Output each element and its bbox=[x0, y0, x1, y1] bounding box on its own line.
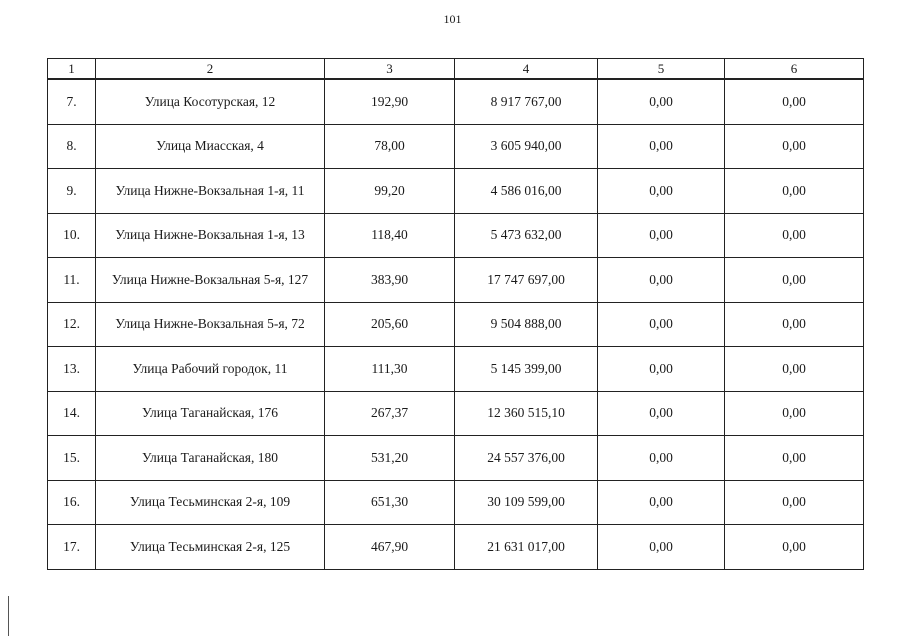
value-6-cell: 0,00 bbox=[725, 124, 864, 169]
amount-cell: 5 473 632,00 bbox=[455, 213, 598, 258]
address-cell: Улица Таганайская, 180 bbox=[96, 436, 325, 481]
value-5-cell: 0,00 bbox=[598, 436, 725, 481]
value-6-cell: 0,00 bbox=[725, 480, 864, 525]
row-number-cell: 11. bbox=[48, 258, 96, 303]
header-cell-5: 5 bbox=[598, 59, 725, 80]
row-number-cell: 9. bbox=[48, 169, 96, 214]
row-number-cell: 7. bbox=[48, 79, 96, 124]
table-row bbox=[48, 79, 864, 124]
value-5-cell: 0,00 bbox=[598, 169, 725, 214]
address-cell: Улица Тесьминская 2-я, 125 bbox=[96, 525, 325, 570]
area-cell: 111,30 bbox=[325, 347, 455, 392]
amount-cell: 17 747 697,00 bbox=[455, 258, 598, 303]
area-cell: 383,90 bbox=[325, 258, 455, 303]
row-number-cell: 13. bbox=[48, 347, 96, 392]
data-table bbox=[47, 58, 864, 570]
address-cell: Улица Миасская, 4 bbox=[96, 124, 325, 169]
header-row bbox=[48, 59, 864, 80]
value-6-cell: 0,00 bbox=[725, 258, 864, 303]
value-6-cell: 0,00 bbox=[725, 302, 864, 347]
value-5-cell: 0,00 bbox=[598, 258, 725, 303]
amount-cell: 12 360 515,10 bbox=[455, 391, 598, 436]
value-5-cell: 0,00 bbox=[598, 124, 725, 169]
amount-cell: 30 109 599,00 bbox=[455, 480, 598, 525]
value-5-cell: 0,00 bbox=[598, 347, 725, 392]
value-5-cell: 0,00 bbox=[598, 391, 725, 436]
row-number-cell: 14. bbox=[48, 391, 96, 436]
header-cell-6: 6 bbox=[725, 59, 864, 80]
row-number-cell: 10. bbox=[48, 213, 96, 258]
table-row bbox=[48, 525, 864, 570]
header-cell-4: 4 bbox=[455, 59, 598, 80]
amount-cell: 4 586 016,00 bbox=[455, 169, 598, 214]
value-5-cell: 0,00 bbox=[598, 525, 725, 570]
area-cell: 99,20 bbox=[325, 169, 455, 214]
table-row bbox=[48, 213, 864, 258]
amount-cell: 5 145 399,00 bbox=[455, 347, 598, 392]
address-cell: Улица Нижне-Вокзальная 5-я, 72 bbox=[96, 302, 325, 347]
amount-cell: 8 917 767,00 bbox=[455, 79, 598, 124]
amount-cell: 9 504 888,00 bbox=[455, 302, 598, 347]
header-cell-3: 3 bbox=[325, 59, 455, 80]
row-number-cell: 15. bbox=[48, 436, 96, 481]
header-cell-1: 1 bbox=[48, 59, 96, 80]
address-cell: Улица Нижне-Вокзальная 5-я, 127 bbox=[96, 258, 325, 303]
table-row bbox=[48, 169, 864, 214]
area-cell: 467,90 bbox=[325, 525, 455, 570]
value-6-cell: 0,00 bbox=[725, 213, 864, 258]
table-row bbox=[48, 480, 864, 525]
table-row bbox=[48, 391, 864, 436]
area-cell: 651,30 bbox=[325, 480, 455, 525]
area-cell: 205,60 bbox=[325, 302, 455, 347]
value-5-cell: 0,00 bbox=[598, 79, 725, 124]
area-cell: 78,00 bbox=[325, 124, 455, 169]
table-body bbox=[48, 59, 864, 570]
scan-mark bbox=[8, 596, 9, 636]
value-6-cell: 0,00 bbox=[725, 169, 864, 214]
value-6-cell: 0,00 bbox=[725, 347, 864, 392]
row-number-cell: 12. bbox=[48, 302, 96, 347]
row-number-cell: 8. bbox=[48, 124, 96, 169]
area-cell: 192,90 bbox=[325, 79, 455, 124]
header-cell-2: 2 bbox=[96, 59, 325, 80]
value-5-cell: 0,00 bbox=[598, 213, 725, 258]
row-number-cell: 16. bbox=[48, 480, 96, 525]
address-cell: Улица Рабочий городок, 11 bbox=[96, 347, 325, 392]
area-cell: 118,40 bbox=[325, 213, 455, 258]
area-cell: 267,37 bbox=[325, 391, 455, 436]
value-6-cell: 0,00 bbox=[725, 436, 864, 481]
address-cell: Улица Нижне-Вокзальная 1-я, 11 bbox=[96, 169, 325, 214]
address-cell: Улица Таганайская, 176 bbox=[96, 391, 325, 436]
amount-cell: 3 605 940,00 bbox=[455, 124, 598, 169]
value-5-cell: 0,00 bbox=[598, 302, 725, 347]
value-6-cell: 0,00 bbox=[725, 525, 864, 570]
page-number: 101 bbox=[443, 12, 462, 26]
table-row bbox=[48, 124, 864, 169]
area-cell: 531,20 bbox=[325, 436, 455, 481]
table-row bbox=[48, 258, 864, 303]
value-6-cell: 0,00 bbox=[725, 79, 864, 124]
value-6-cell: 0,00 bbox=[725, 391, 864, 436]
amount-cell: 21 631 017,00 bbox=[455, 525, 598, 570]
amount-cell: 24 557 376,00 bbox=[455, 436, 598, 481]
value-5-cell: 0,00 bbox=[598, 480, 725, 525]
row-number-cell: 17. bbox=[48, 525, 96, 570]
table-row bbox=[48, 436, 864, 481]
address-cell: Улица Тесьминская 2-я, 109 bbox=[96, 480, 325, 525]
table-row bbox=[48, 302, 864, 347]
table-row bbox=[48, 347, 864, 392]
address-cell: Улица Косотурская, 12 bbox=[96, 79, 325, 124]
address-cell: Улица Нижне-Вокзальная 1-я, 13 bbox=[96, 213, 325, 258]
